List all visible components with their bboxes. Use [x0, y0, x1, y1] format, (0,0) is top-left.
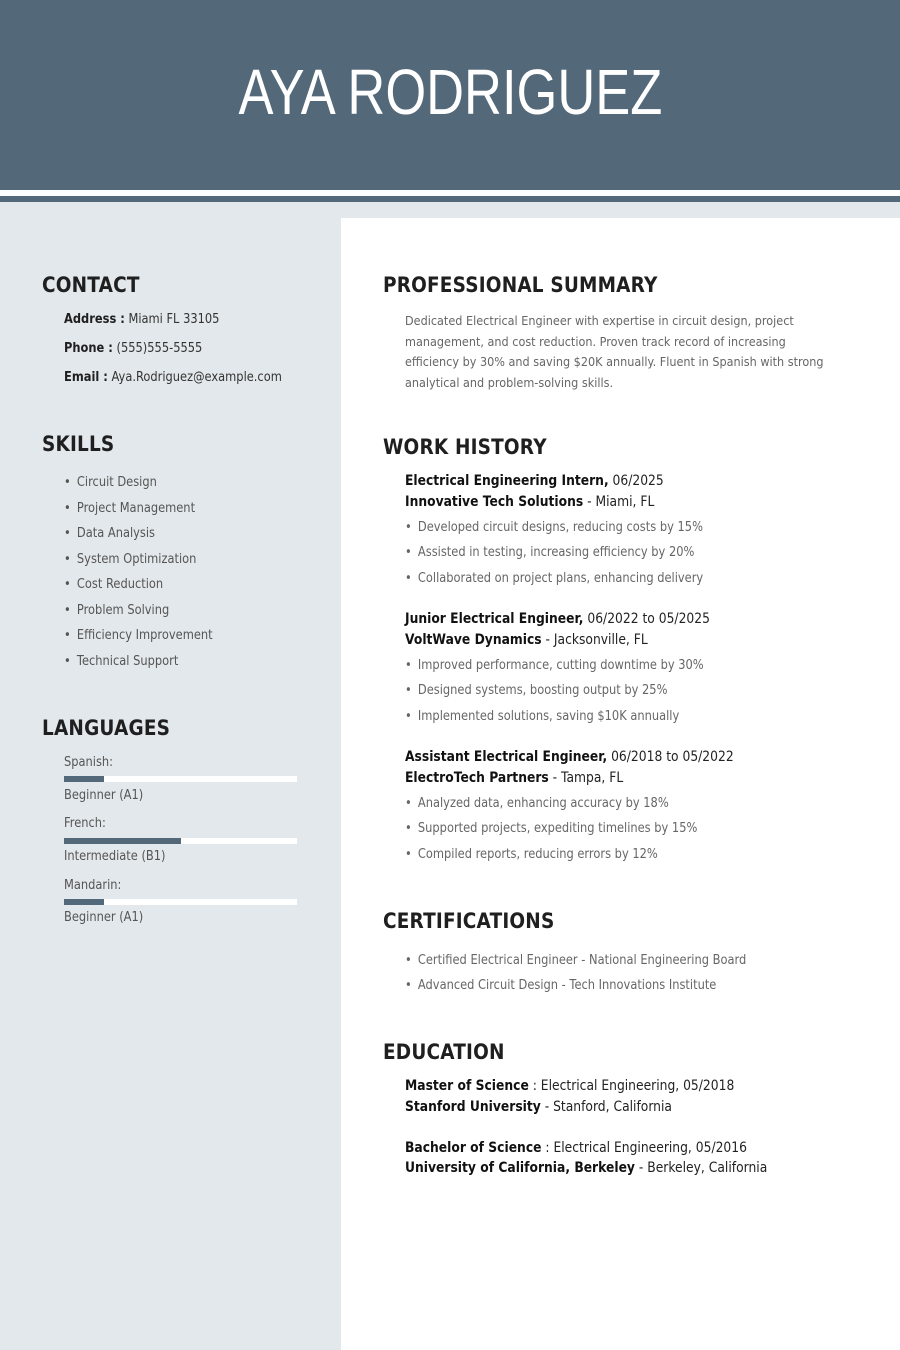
skill-item: • Circuit Design [64, 475, 157, 490]
contact-phone [64, 341, 202, 356]
job-company-line [405, 494, 654, 510]
language-name: Mandarin: [64, 878, 122, 893]
email-value: Aya.Rodriguez@example.com [111, 370, 282, 385]
skill-item: • Data Analysis [64, 526, 155, 541]
skill-item: • System Optimization [64, 552, 196, 567]
job-title-line [405, 611, 710, 627]
job-company: ElectroTech Partners [405, 770, 549, 786]
education-field: : Electrical Engineering, 05/2016 [545, 1140, 747, 1156]
job-bullet: • Collaborated on project plans, enhancing delivery [405, 571, 703, 586]
job-company: Innovative Tech Solutions [405, 494, 584, 510]
work-history-title: WORK HISTORY [383, 435, 547, 459]
language-proficiency-bar [64, 899, 297, 905]
education-degree: Bachelor of Science [405, 1140, 542, 1156]
education-field: : Electrical Engineering, 05/2018 [532, 1078, 735, 1094]
summary-text: Dedicated Electrical Engineer with expertise in circuit design, project management, and cost reduction. Proven track record of increasing efficiency by 30% and saving $20K annually. Fluent in Spanish with strong analytical and problem-solving skills. [405, 313, 824, 390]
job-bullet: • Developed circuit designs, reducing costs by 15% [405, 520, 703, 535]
address-label: Address : [64, 312, 125, 327]
skill-item: • Project Management [64, 501, 195, 516]
job-bullet: • Analyzed data, enhancing accuracy by 18% [405, 796, 669, 811]
language-level: Intermediate (B1) [64, 849, 166, 864]
languages-title: LANGUAGES [42, 716, 171, 740]
job-role: Assistant Electrical Engineer, [405, 749, 608, 765]
job-company: VoltWave Dynamics [405, 632, 542, 648]
email-label: Email : [64, 370, 108, 385]
certification-item: • Advanced Circuit Design - Tech Innovations Institute [405, 978, 716, 993]
job-dates: 06/2022 to 05/2025 [587, 611, 710, 627]
candidate-name: AYA RODRIGUEZ [238, 56, 662, 128]
language-level: Beginner (A1) [64, 788, 144, 803]
phone-label: Phone : [64, 341, 113, 356]
skills-title: SKILLS [42, 432, 115, 456]
language-level: Beginner (A1) [64, 910, 144, 925]
language-proficiency-bar [64, 776, 297, 782]
job-location: - Miami, FL [587, 494, 655, 510]
language-proficiency-fill [64, 776, 104, 782]
job-bullet: • Compiled reports, reducing errors by 12% [405, 847, 658, 862]
job-location: - Jacksonville, FL [545, 632, 648, 648]
resume-header [0, 0, 900, 190]
job-title-line [405, 749, 734, 765]
job-role: Electrical Engineering Intern, [405, 473, 609, 489]
skill-item: • Cost Reduction [64, 577, 163, 592]
skill-item: • Technical Support [64, 654, 178, 669]
education-degree: Master of Science [405, 1078, 529, 1094]
language-proficiency-fill [64, 838, 181, 844]
certification-item: • Certified Electrical Engineer - National Engineering Board [405, 953, 746, 968]
language-name: Spanish: [64, 755, 114, 770]
education-school: Stanford University [405, 1099, 541, 1115]
job-title-line [405, 473, 664, 489]
job-dates: 06/2018 to 05/2022 [611, 749, 734, 765]
certifications-title: CERTIFICATIONS [383, 909, 555, 933]
language-name: French: [64, 816, 106, 831]
job-bullet: • Implemented solutions, saving $10K annually [405, 709, 679, 724]
education-school-line [405, 1099, 672, 1115]
education-location: - Berkeley, California [638, 1160, 768, 1176]
job-role: Junior Electrical Engineer, [405, 611, 584, 627]
education-degree-line [405, 1078, 734, 1094]
language-proficiency-bar [64, 838, 297, 844]
education-degree-line [405, 1140, 747, 1156]
job-bullet: • Designed systems, boosting output by 25% [405, 683, 667, 698]
contact-title: CONTACT [42, 273, 140, 297]
skill-item: • Problem Solving [64, 603, 169, 618]
job-company-line [405, 770, 623, 786]
education-school: University of California, Berkeley [405, 1160, 635, 1176]
summary-title: PROFESSIONAL SUMMARY [383, 273, 658, 297]
job-dates: 06/2025 [612, 473, 664, 489]
job-location: - Tampa, FL [552, 770, 624, 786]
job-bullet: • Assisted in testing, increasing efficiency by 20% [405, 545, 694, 560]
phone-value: (555)555-5555 [116, 341, 203, 356]
education-school-line [405, 1160, 767, 1176]
education-location: - Stanford, California [544, 1099, 672, 1115]
job-company-line [405, 632, 648, 648]
address-value: Miami FL 33105 [128, 312, 220, 327]
education-title: EDUCATION [383, 1040, 505, 1064]
job-bullet: • Supported projects, expediting timelines by 15% [405, 821, 697, 836]
contact-address [64, 312, 219, 327]
job-bullet: • Improved performance, cutting downtime by 30% [405, 658, 704, 673]
contact-email [64, 370, 282, 385]
skill-item: • Efficiency Improvement [64, 628, 213, 643]
language-proficiency-fill [64, 899, 104, 905]
